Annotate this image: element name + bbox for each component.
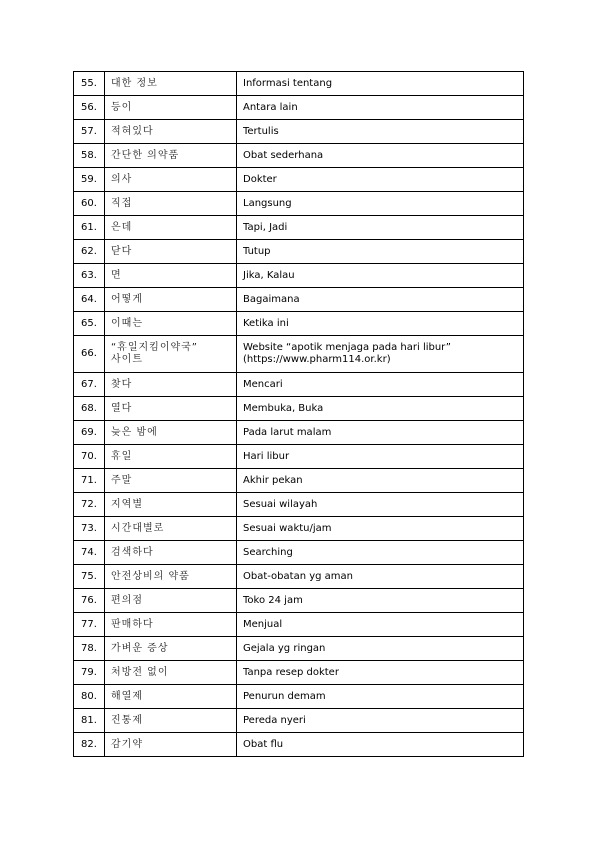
indonesian-meaning-cell bbox=[237, 264, 524, 288]
table-row bbox=[74, 288, 524, 312]
row-number-text: 55. bbox=[81, 77, 97, 89]
korean-term-cell bbox=[105, 709, 237, 733]
table-row bbox=[74, 493, 524, 517]
row-number-cell bbox=[74, 469, 105, 493]
row-number-cell bbox=[74, 96, 105, 120]
korean-term-text: 시간대별로 bbox=[111, 522, 165, 534]
indonesian-meaning-cell bbox=[237, 312, 524, 336]
row-number-cell bbox=[74, 493, 105, 517]
indonesian-meaning-text: Website “apotik menjaga pada hari libur” (https://www.pharm114.or.kr) bbox=[243, 342, 451, 365]
row-number-cell bbox=[74, 517, 105, 541]
korean-term-cell bbox=[105, 288, 237, 312]
row-number-text: 82. bbox=[81, 738, 97, 750]
row-number-text: 74. bbox=[81, 546, 97, 558]
indonesian-meaning-text: Tertulis bbox=[243, 125, 279, 137]
row-number-cell bbox=[74, 565, 105, 589]
indonesian-meaning-cell bbox=[237, 192, 524, 216]
row-number-cell bbox=[74, 120, 105, 144]
indonesian-meaning-cell bbox=[237, 96, 524, 120]
indonesian-meaning-cell bbox=[237, 168, 524, 192]
row-number-cell bbox=[74, 216, 105, 240]
korean-term-text: 이때는 bbox=[111, 317, 143, 329]
korean-term-cell bbox=[105, 565, 237, 589]
korean-term-cell bbox=[105, 336, 237, 373]
korean-term-text: 판매하다 bbox=[111, 618, 154, 630]
indonesian-meaning-cell bbox=[237, 72, 524, 96]
korean-term-text: 늦은 밤에 bbox=[111, 426, 158, 438]
korean-term-text: 직접 bbox=[111, 197, 133, 209]
korean-term-cell bbox=[105, 493, 237, 517]
indonesian-meaning-text: Menjual bbox=[243, 618, 283, 630]
row-number-text: 71. bbox=[81, 474, 97, 486]
table-row bbox=[74, 445, 524, 469]
indonesian-meaning-text: Dokter bbox=[243, 173, 277, 185]
indonesian-meaning-cell bbox=[237, 685, 524, 709]
indonesian-meaning-cell bbox=[237, 373, 524, 397]
row-number-text: 64. bbox=[81, 293, 97, 305]
table-row bbox=[74, 168, 524, 192]
korean-term-text: 어떻게 bbox=[111, 293, 143, 305]
korean-term-cell bbox=[105, 192, 237, 216]
korean-term-text: 검색하다 bbox=[111, 546, 154, 558]
row-number-cell bbox=[74, 637, 105, 661]
korean-term-text: 가벼운 증상 bbox=[111, 642, 169, 654]
korean-term-text: “휴일지킴이약국” 사이트 bbox=[111, 342, 198, 365]
indonesian-meaning-cell bbox=[237, 661, 524, 685]
table-row bbox=[74, 397, 524, 421]
korean-term-cell bbox=[105, 445, 237, 469]
row-number-text: 65. bbox=[81, 317, 97, 329]
korean-term-cell bbox=[105, 397, 237, 421]
table-row bbox=[74, 637, 524, 661]
indonesian-meaning-text: Obat flu bbox=[243, 738, 284, 750]
indonesian-meaning-text: Sesuai wilayah bbox=[243, 498, 318, 510]
korean-term-text: 의사 bbox=[111, 173, 133, 185]
indonesian-meaning-cell bbox=[237, 565, 524, 589]
row-number-text: 58. bbox=[81, 149, 97, 161]
indonesian-meaning-text: Jika, Kalau bbox=[243, 269, 295, 281]
korean-term-text: 진통제 bbox=[111, 714, 143, 726]
row-number-text: 60. bbox=[81, 197, 97, 209]
indonesian-meaning-text: Mencari bbox=[243, 378, 283, 390]
table-row bbox=[74, 589, 524, 613]
row-number-text: 59. bbox=[81, 173, 97, 185]
indonesian-meaning-text: Searching bbox=[243, 546, 293, 558]
table-row bbox=[74, 96, 524, 120]
korean-term-cell bbox=[105, 613, 237, 637]
table-row bbox=[74, 373, 524, 397]
row-number-text: 73. bbox=[81, 522, 97, 534]
indonesian-meaning-text: Penurun demam bbox=[243, 690, 326, 702]
row-number-text: 68. bbox=[81, 402, 97, 414]
korean-term-cell bbox=[105, 264, 237, 288]
table-row bbox=[74, 216, 524, 240]
indonesian-meaning-cell bbox=[237, 120, 524, 144]
indonesian-meaning-cell bbox=[237, 637, 524, 661]
row-number-cell bbox=[74, 373, 105, 397]
vocabulary-table bbox=[73, 71, 524, 757]
row-number-text: 62. bbox=[81, 245, 97, 257]
indonesian-meaning-text: Pada larut malam bbox=[243, 426, 332, 438]
row-number-text: 69. bbox=[81, 426, 97, 438]
indonesian-meaning-cell bbox=[237, 493, 524, 517]
row-number-cell bbox=[74, 685, 105, 709]
row-number-cell bbox=[74, 613, 105, 637]
korean-term-text: 편의점 bbox=[111, 594, 143, 606]
table-row bbox=[74, 192, 524, 216]
row-number-cell bbox=[74, 288, 105, 312]
indonesian-meaning-text: Bagaimana bbox=[243, 293, 300, 305]
row-number-cell bbox=[74, 733, 105, 757]
indonesian-meaning-cell bbox=[237, 517, 524, 541]
table-row bbox=[74, 264, 524, 288]
indonesian-meaning-text: Tanpa resep dokter bbox=[243, 666, 339, 678]
indonesian-meaning-cell bbox=[237, 709, 524, 733]
korean-term-cell bbox=[105, 685, 237, 709]
row-number-cell bbox=[74, 589, 105, 613]
korean-term-cell bbox=[105, 541, 237, 565]
korean-term-cell bbox=[105, 517, 237, 541]
row-number-text: 72. bbox=[81, 498, 97, 510]
row-number-text: 78. bbox=[81, 642, 97, 654]
korean-term-cell bbox=[105, 733, 237, 757]
row-number-text: 56. bbox=[81, 101, 97, 113]
korean-term-cell bbox=[105, 373, 237, 397]
indonesian-meaning-cell bbox=[237, 336, 524, 373]
korean-term-text: 감기약 bbox=[111, 738, 143, 750]
korean-term-cell bbox=[105, 661, 237, 685]
indonesian-meaning-text: Antara lain bbox=[243, 101, 298, 113]
korean-term-text: 등이 bbox=[111, 101, 133, 113]
korean-term-cell bbox=[105, 72, 237, 96]
indonesian-meaning-cell bbox=[237, 589, 524, 613]
korean-term-cell bbox=[105, 469, 237, 493]
indonesian-meaning-text: Langsung bbox=[243, 197, 292, 209]
indonesian-meaning-text: Tapi, Jadi bbox=[243, 221, 288, 233]
row-number-text: 57. bbox=[81, 125, 97, 137]
korean-term-cell bbox=[105, 312, 237, 336]
table-row bbox=[74, 312, 524, 336]
korean-term-cell bbox=[105, 216, 237, 240]
row-number-cell bbox=[74, 421, 105, 445]
korean-term-text: 주말 bbox=[111, 474, 133, 486]
indonesian-meaning-text: Akhir pekan bbox=[243, 474, 303, 486]
row-number-text: 66. bbox=[81, 348, 97, 359]
vocabulary-table-body bbox=[74, 72, 524, 757]
korean-term-cell bbox=[105, 96, 237, 120]
table-row bbox=[74, 144, 524, 168]
korean-term-cell bbox=[105, 120, 237, 144]
table-row bbox=[74, 565, 524, 589]
row-number-text: 79. bbox=[81, 666, 97, 678]
indonesian-meaning-text: Membuka, Buka bbox=[243, 402, 324, 414]
korean-term-text: 면 bbox=[111, 269, 122, 281]
indonesian-meaning-cell bbox=[237, 144, 524, 168]
table-row bbox=[74, 240, 524, 264]
row-number-cell bbox=[74, 312, 105, 336]
table-row bbox=[74, 469, 524, 493]
row-number-cell bbox=[74, 445, 105, 469]
row-number-text: 75. bbox=[81, 570, 97, 582]
table-row bbox=[74, 661, 524, 685]
indonesian-meaning-text: Ketika ini bbox=[243, 317, 289, 329]
row-number-text: 61. bbox=[81, 221, 97, 233]
indonesian-meaning-cell bbox=[237, 397, 524, 421]
row-number-cell bbox=[74, 709, 105, 733]
row-number-cell bbox=[74, 661, 105, 685]
korean-term-text: 대한 정보 bbox=[111, 77, 158, 89]
table-row bbox=[74, 685, 524, 709]
indonesian-meaning-cell bbox=[237, 421, 524, 445]
korean-term-text: 닫다 bbox=[111, 245, 133, 257]
row-number-text: 70. bbox=[81, 450, 97, 462]
row-number-cell bbox=[74, 240, 105, 264]
indonesian-meaning-cell bbox=[237, 240, 524, 264]
row-number-cell bbox=[74, 144, 105, 168]
row-number-text: 63. bbox=[81, 269, 97, 281]
indonesian-meaning-text: Gejala yg ringan bbox=[243, 642, 326, 654]
korean-term-text: 적혀있다 bbox=[111, 125, 154, 137]
korean-term-cell bbox=[105, 168, 237, 192]
indonesian-meaning-text: Tutup bbox=[243, 245, 271, 257]
row-number-cell bbox=[74, 264, 105, 288]
korean-term-text: 열다 bbox=[111, 402, 133, 414]
indonesian-meaning-text: Toko 24 jam bbox=[243, 594, 303, 606]
indonesian-meaning-cell bbox=[237, 445, 524, 469]
indonesian-meaning-text: Sesuai waktu/jam bbox=[243, 522, 332, 534]
indonesian-meaning-text: Informasi tentang bbox=[243, 77, 333, 89]
row-number-text: 76. bbox=[81, 594, 97, 606]
table-row bbox=[74, 336, 524, 373]
table-row bbox=[74, 72, 524, 96]
table-row bbox=[74, 541, 524, 565]
row-number-text: 67. bbox=[81, 378, 97, 390]
indonesian-meaning-cell bbox=[237, 216, 524, 240]
indonesian-meaning-cell bbox=[237, 541, 524, 565]
korean-term-cell bbox=[105, 240, 237, 264]
indonesian-meaning-text: Pereda nyeri bbox=[243, 714, 306, 726]
korean-term-text: 찾다 bbox=[111, 378, 133, 390]
indonesian-meaning-text: Obat sederhana bbox=[243, 149, 324, 161]
korean-term-text: 간단한 의약품 bbox=[111, 149, 180, 161]
row-number-text: 81. bbox=[81, 714, 97, 726]
korean-term-text: 안전상비의 약품 bbox=[111, 570, 190, 582]
row-number-cell bbox=[74, 541, 105, 565]
table-row bbox=[74, 613, 524, 637]
korean-term-text: 처방전 없이 bbox=[111, 666, 169, 678]
korean-term-text: 해열제 bbox=[111, 690, 143, 702]
table-row bbox=[74, 733, 524, 757]
row-number-text: 77. bbox=[81, 618, 97, 630]
table-row bbox=[74, 709, 524, 733]
table-row bbox=[74, 421, 524, 445]
korean-term-cell bbox=[105, 589, 237, 613]
indonesian-meaning-text: Hari libur bbox=[243, 450, 290, 462]
row-number-cell bbox=[74, 72, 105, 96]
korean-term-text: 휴일 bbox=[111, 450, 133, 462]
indonesian-meaning-text: Obat-obatan yg aman bbox=[243, 570, 353, 582]
indonesian-meaning-cell bbox=[237, 733, 524, 757]
table-row bbox=[74, 517, 524, 541]
korean-term-cell bbox=[105, 144, 237, 168]
indonesian-meaning-cell bbox=[237, 469, 524, 493]
table-row bbox=[74, 120, 524, 144]
row-number-cell bbox=[74, 192, 105, 216]
korean-term-text: 은데 bbox=[111, 221, 133, 233]
row-number-text: 80. bbox=[81, 690, 97, 702]
korean-term-text: 지역별 bbox=[111, 498, 143, 510]
indonesian-meaning-cell bbox=[237, 613, 524, 637]
korean-term-cell bbox=[105, 421, 237, 445]
row-number-cell bbox=[74, 168, 105, 192]
korean-term-cell bbox=[105, 637, 237, 661]
row-number-cell bbox=[74, 336, 105, 373]
row-number-cell bbox=[74, 397, 105, 421]
indonesian-meaning-cell bbox=[237, 288, 524, 312]
